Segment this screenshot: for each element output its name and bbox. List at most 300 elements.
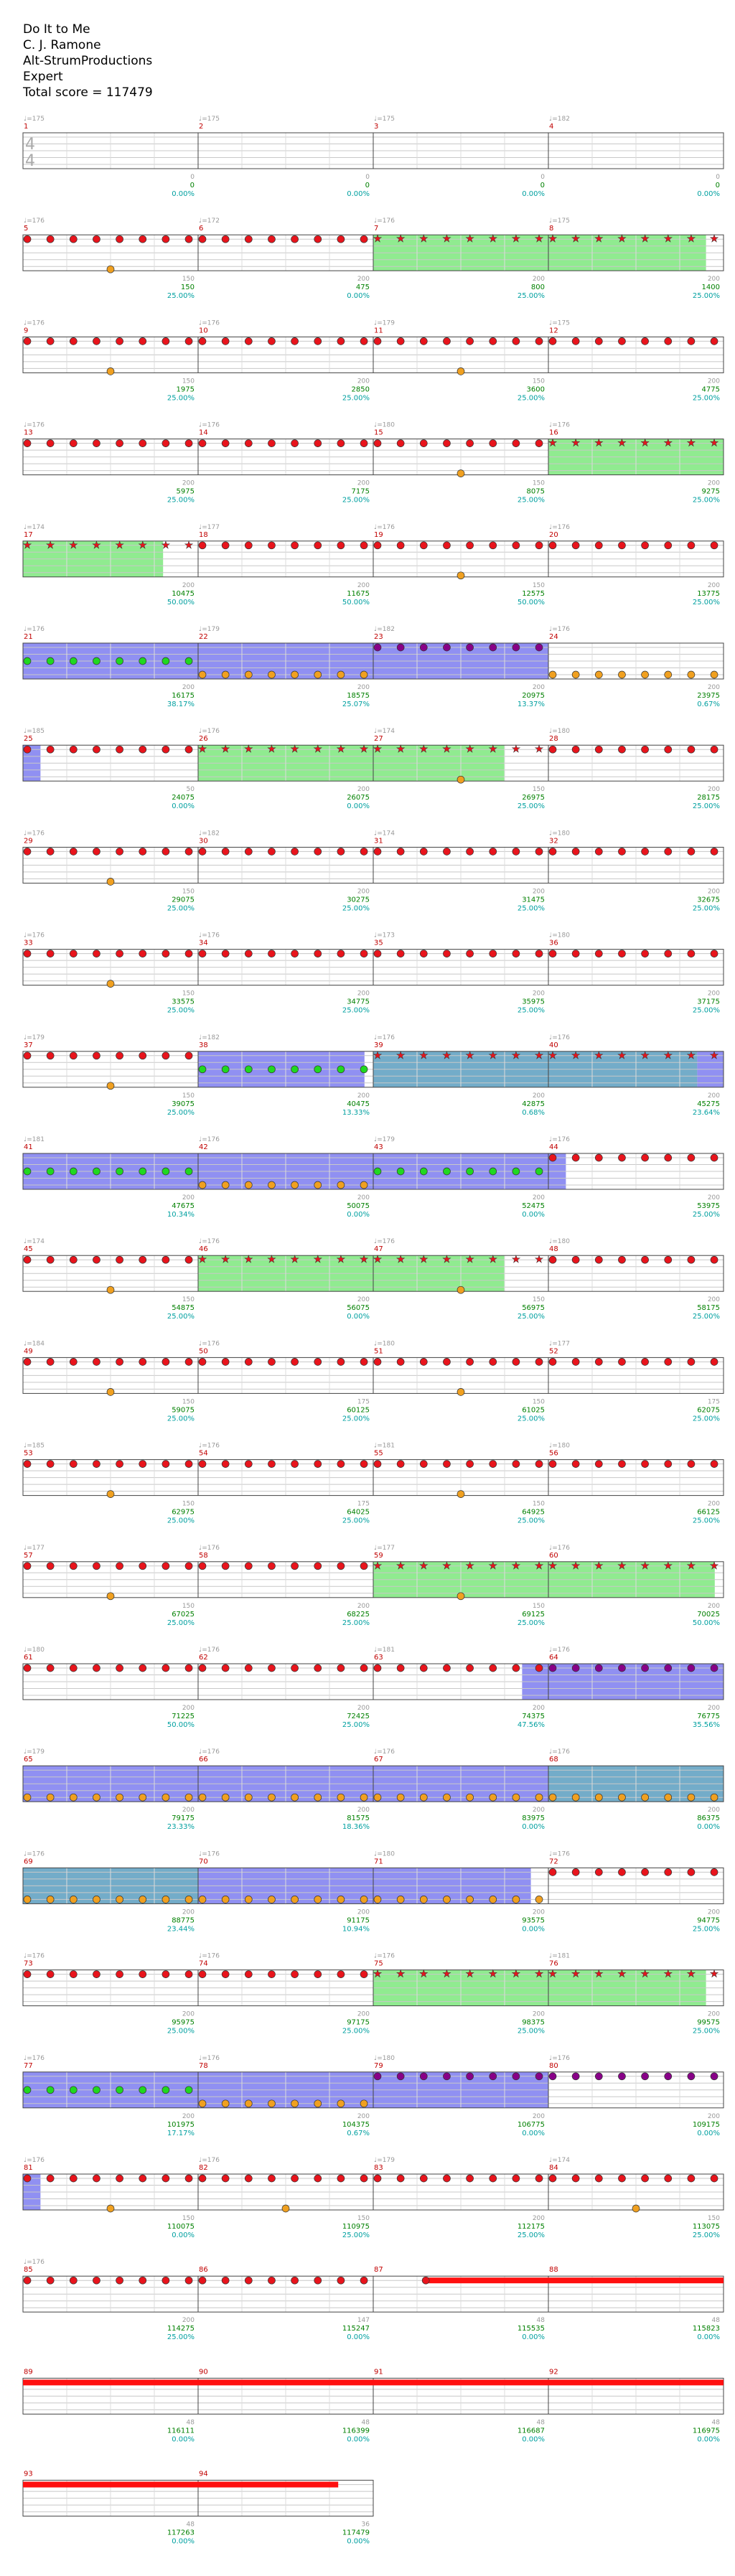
gem-note xyxy=(47,1052,54,1059)
gem-note xyxy=(245,542,252,549)
gem-note xyxy=(185,1052,192,1059)
star-note: ★ xyxy=(511,1968,521,1980)
gem-note xyxy=(24,2277,31,2284)
tempo-marking: ♩=175 xyxy=(374,116,395,123)
star-percent: 25.00% xyxy=(517,1517,545,1525)
orange-note xyxy=(457,367,464,375)
measure-score: 150 xyxy=(532,786,545,794)
gem-note xyxy=(70,337,77,345)
gem-note xyxy=(360,848,368,855)
star-percent: 23.33% xyxy=(167,1823,195,1832)
gem-note xyxy=(665,1154,672,1161)
measure-number: 37 xyxy=(24,1041,33,1049)
tempo-marking: ♩=181 xyxy=(374,1442,395,1450)
star-note: ★ xyxy=(663,1968,673,1980)
measure-number: 38 xyxy=(199,1041,208,1049)
star-note: ★ xyxy=(640,1560,650,1572)
cumulative-score: 23975 xyxy=(697,692,720,700)
measure-number: 19 xyxy=(374,530,383,539)
measure-score: 150 xyxy=(182,1398,195,1406)
measure-score: 200 xyxy=(182,2112,195,2120)
cumulative-score: 5975 xyxy=(176,487,195,496)
gem-note xyxy=(420,950,427,957)
star-percent: 25.00% xyxy=(167,2027,195,2036)
measure-score: 200 xyxy=(182,1807,195,1814)
gem-note xyxy=(397,1794,404,1801)
gem-note xyxy=(93,2086,100,2094)
gem-note xyxy=(245,1664,252,1672)
measure-number: 66 xyxy=(199,1756,208,1764)
gem-note xyxy=(70,1052,77,1059)
measure-number: 86 xyxy=(199,2266,208,2275)
star-note: ★ xyxy=(442,233,451,245)
gem-note xyxy=(47,2277,54,2284)
gem-note xyxy=(595,337,602,345)
gem-note xyxy=(420,848,427,855)
gem-note xyxy=(443,542,450,549)
star-note: ★ xyxy=(663,1049,673,1062)
gem-note xyxy=(222,671,229,678)
measure-score: 200 xyxy=(532,1705,545,1712)
gem-note xyxy=(47,2086,54,2094)
tempo-marking: ♩=179 xyxy=(24,1034,45,1041)
star-percent: 25.00% xyxy=(342,1619,370,1627)
tempo-marking: ♩=176 xyxy=(374,1238,395,1246)
gem-note xyxy=(47,1896,54,1903)
gem-note xyxy=(24,950,31,957)
measure-number: 21 xyxy=(24,633,33,641)
gem-note xyxy=(549,671,556,678)
tempo-marking: ♩=176 xyxy=(24,217,45,225)
measure-score: 200 xyxy=(707,2112,720,2120)
cumulative-score: 109175 xyxy=(692,2120,720,2129)
orange-note xyxy=(457,1388,464,1395)
tempo-marking: ♩=176 xyxy=(374,523,395,531)
star-note: ★ xyxy=(709,233,719,245)
gem-note xyxy=(24,848,31,855)
star-note: ★ xyxy=(594,1049,604,1062)
tempo-marking: ♩=176 xyxy=(24,932,45,940)
gem-note xyxy=(162,848,169,855)
gem-note xyxy=(618,671,625,678)
gem-note xyxy=(116,1168,123,1175)
measure-score: 200 xyxy=(357,581,370,589)
star-percent: 17.17% xyxy=(167,2129,195,2137)
gem-note xyxy=(665,2175,672,2182)
gem-note xyxy=(268,1896,275,1903)
star-note: ★ xyxy=(548,437,558,449)
gem-note xyxy=(420,1461,427,1468)
tempo-marking: ♩=174 xyxy=(24,523,45,531)
measure-number: 1 xyxy=(24,123,29,131)
gem-note xyxy=(162,1168,169,1175)
measure-number: 93 xyxy=(24,2470,33,2478)
tempo-marking: ♩=176 xyxy=(549,1136,570,1143)
gem-note xyxy=(595,746,602,753)
measure-number: 73 xyxy=(24,1959,33,1968)
star-note: ★ xyxy=(571,1968,581,1980)
gem-note xyxy=(374,1168,381,1175)
gem-note xyxy=(268,1181,275,1189)
measure-number: 28 xyxy=(549,735,558,744)
gem-note xyxy=(47,848,54,855)
gem-note xyxy=(47,950,54,957)
measure-number: 52 xyxy=(549,1347,558,1356)
cumulative-score: 112175 xyxy=(517,2223,545,2231)
gem-note xyxy=(490,2073,497,2080)
gem-note xyxy=(443,950,450,957)
star-note: ★ xyxy=(395,744,406,756)
gem-note xyxy=(665,2073,672,2080)
sustain-bar xyxy=(198,2482,338,2488)
cumulative-score: 40475 xyxy=(347,1100,370,1108)
gem-note xyxy=(185,1358,192,1365)
orange-note xyxy=(457,1593,464,1600)
measure-score: 200 xyxy=(182,2317,195,2325)
gem-note xyxy=(688,1664,695,1672)
gem-note xyxy=(314,1664,322,1672)
gem-note xyxy=(549,848,556,855)
gem-note xyxy=(535,950,543,957)
gem-note xyxy=(618,1154,625,1161)
gem-note xyxy=(93,1256,100,1263)
gem-note xyxy=(199,1066,206,1073)
orange-note xyxy=(107,1082,114,1090)
star-note: ★ xyxy=(359,1254,369,1266)
star-percent: 0.68% xyxy=(522,1108,545,1117)
star-percent: 25.00% xyxy=(167,1006,195,1015)
cumulative-score: 50075 xyxy=(347,1202,370,1210)
measure-number: 58 xyxy=(199,1551,208,1560)
gem-note xyxy=(24,1794,31,1801)
gem-note xyxy=(199,2100,206,2107)
gem-note xyxy=(711,2073,718,2080)
star-note: ★ xyxy=(395,1560,406,1572)
gem-note xyxy=(199,542,206,549)
measure-score: 200 xyxy=(182,684,195,691)
gem-note xyxy=(512,1896,520,1903)
cumulative-score: 26975 xyxy=(522,794,545,802)
gem-note xyxy=(245,1181,252,1189)
orange-note xyxy=(457,776,464,783)
gem-note xyxy=(535,2073,543,2080)
star-percent: 25.00% xyxy=(167,1517,195,1525)
cumulative-score: 10475 xyxy=(172,589,195,598)
gem-note xyxy=(185,1971,192,1978)
sustain-bar xyxy=(548,2277,724,2283)
measure-number: 78 xyxy=(199,2061,208,2070)
tempo-marking: ♩=180 xyxy=(549,1442,570,1450)
tempo-marking: ♩=185 xyxy=(24,728,45,736)
star-percent: 0.00% xyxy=(697,1823,720,1832)
orange-note xyxy=(457,572,464,579)
gem-note xyxy=(47,337,54,345)
cumulative-score: 56075 xyxy=(347,1304,370,1313)
gem-note xyxy=(245,1794,252,1801)
gem-note xyxy=(222,1794,229,1801)
star-percent: 25.00% xyxy=(517,292,545,301)
measure-number: 33 xyxy=(24,939,33,947)
gem-note xyxy=(642,1664,649,1672)
star-note: ★ xyxy=(184,539,194,551)
star-note: ★ xyxy=(594,233,604,245)
gem-note xyxy=(93,746,100,753)
gem-note xyxy=(665,950,672,957)
star-percent: 10.34% xyxy=(167,1211,195,1219)
measure-score: 200 xyxy=(357,1602,370,1610)
gem-note xyxy=(337,2175,345,2182)
star-note: ★ xyxy=(534,1968,544,1980)
gem-note xyxy=(420,644,427,651)
gem-note xyxy=(360,1181,368,1189)
gem-note xyxy=(245,2100,252,2107)
tempo-marking: ♩=177 xyxy=(199,523,220,531)
measure-number: 64 xyxy=(549,1654,558,1662)
gem-note xyxy=(291,2277,299,2284)
gem-note xyxy=(162,1794,169,1801)
gem-note xyxy=(572,1256,579,1263)
measure-number: 56 xyxy=(549,1449,558,1458)
gem-note xyxy=(595,1256,602,1263)
gem-note xyxy=(618,337,625,345)
star-note: ★ xyxy=(686,437,696,449)
star-note: ★ xyxy=(244,1254,253,1266)
measure-score: 0 xyxy=(190,174,195,181)
gem-note xyxy=(443,440,450,447)
gem-note xyxy=(222,2277,229,2284)
tempo-marking: ♩=173 xyxy=(374,932,395,940)
gem-note xyxy=(93,1794,100,1801)
star-note: ★ xyxy=(373,233,383,245)
gem-note xyxy=(291,1066,299,1073)
measure-number: 42 xyxy=(199,1143,208,1151)
measure-number: 10 xyxy=(199,327,208,335)
gem-note xyxy=(199,1563,206,1570)
measure-score: 200 xyxy=(532,1807,545,1814)
measure-score: 200 xyxy=(707,1705,720,1712)
cumulative-score: 91175 xyxy=(347,1916,370,1925)
star-note: ★ xyxy=(640,233,650,245)
gem-note xyxy=(291,1896,299,1903)
gem-note xyxy=(245,1066,252,1073)
gem-note xyxy=(162,2175,169,2182)
star-note: ★ xyxy=(395,1049,406,1062)
star-note: ★ xyxy=(220,1254,230,1266)
gem-note xyxy=(397,337,404,345)
gem-note xyxy=(642,2175,649,2182)
gem-note xyxy=(337,2100,345,2107)
measure-number: 53 xyxy=(24,1449,33,1458)
gem-note xyxy=(360,671,368,678)
tempo-marking: ♩=176 xyxy=(199,319,220,327)
gem-note xyxy=(688,1358,695,1365)
sustain-bar xyxy=(426,2277,548,2283)
tempo-marking: ♩=177 xyxy=(24,1544,45,1552)
gem-note xyxy=(443,1664,450,1672)
sustain-bar xyxy=(23,2482,198,2488)
gem-note xyxy=(688,1256,695,1263)
star-percent: 25.00% xyxy=(517,1313,545,1321)
tempo-marking: ♩=182 xyxy=(199,1034,220,1041)
star-percent: 23.64% xyxy=(692,1108,720,1117)
star-percent: 25.00% xyxy=(167,394,195,403)
star-note: ★ xyxy=(488,1254,498,1266)
gem-note xyxy=(374,950,381,957)
star-note: ★ xyxy=(373,1560,383,1572)
gem-note xyxy=(490,440,497,447)
gem-note xyxy=(24,235,31,243)
gem-note xyxy=(47,235,54,243)
gem-note xyxy=(467,848,474,855)
cumulative-score: 64025 xyxy=(347,1508,370,1517)
star-percent: 50.00% xyxy=(517,598,545,606)
star-percent: 25.00% xyxy=(517,802,545,811)
measure-number: 77 xyxy=(24,2061,33,2070)
gem-note xyxy=(642,542,649,549)
star-note: ★ xyxy=(359,744,369,756)
gem-note xyxy=(139,1971,146,1978)
gem-note xyxy=(222,1358,229,1365)
star-percent: 0.00% xyxy=(522,1925,545,1934)
gem-note xyxy=(642,848,649,855)
gem-note xyxy=(549,1664,556,1672)
gem-note xyxy=(535,2175,543,2182)
gem-note xyxy=(199,1971,206,1978)
gem-note xyxy=(222,1066,229,1073)
gem-note xyxy=(314,1971,322,1978)
gem-note xyxy=(642,1358,649,1365)
measure-number: 62 xyxy=(199,1654,208,1662)
measure-number: 67 xyxy=(374,1756,383,1764)
gem-note xyxy=(162,440,169,447)
gem-note xyxy=(162,1896,169,1903)
cumulative-score: 0 xyxy=(715,182,720,189)
gem-note xyxy=(162,2086,169,2094)
star-percent: 25.00% xyxy=(342,1415,370,1423)
cumulative-score: 150 xyxy=(180,284,195,292)
gem-note xyxy=(467,1794,474,1801)
gem-note xyxy=(185,657,192,665)
gem-note xyxy=(139,337,146,345)
gem-note xyxy=(490,1664,497,1672)
measure-number: 83 xyxy=(374,2164,383,2172)
star-note: ★ xyxy=(244,744,253,756)
gem-note xyxy=(665,746,672,753)
gem-note xyxy=(618,848,625,855)
cumulative-score: 39075 xyxy=(172,1100,195,1108)
gem-note xyxy=(360,1664,368,1672)
cumulative-score: 98375 xyxy=(522,2018,545,2027)
gem-note xyxy=(245,671,252,678)
gem-note xyxy=(70,2175,77,2182)
gem-note xyxy=(268,1461,275,1468)
measure-number: 14 xyxy=(199,428,208,437)
gem-note xyxy=(443,1168,450,1175)
measure-score: 150 xyxy=(182,1602,195,1610)
gem-note xyxy=(642,1461,649,1468)
measure-number: 71 xyxy=(374,1858,383,1866)
gem-note xyxy=(360,1563,368,1570)
gem-note xyxy=(93,1971,100,1978)
gem-note xyxy=(162,1052,169,1059)
gem-note xyxy=(337,440,345,447)
gem-note xyxy=(618,1358,625,1365)
cumulative-score: 116975 xyxy=(692,2427,720,2435)
gem-note xyxy=(374,848,381,855)
gem-note xyxy=(199,1181,206,1189)
star-note: ★ xyxy=(336,1254,346,1266)
star-percent: 0.00% xyxy=(522,1823,545,1832)
cumulative-score: 76775 xyxy=(697,1713,720,1720)
cumulative-score: 115247 xyxy=(342,2325,370,2333)
star-percent: 35.56% xyxy=(692,1721,720,1729)
gem-note xyxy=(549,1461,556,1468)
tempo-marking: ♩=176 xyxy=(199,1952,220,1960)
gem-note xyxy=(688,542,695,549)
gem-note xyxy=(314,1066,322,1073)
tempo-marking: ♩=180 xyxy=(374,1340,395,1348)
tempo-marking: ♩=176 xyxy=(549,1034,570,1041)
star-note: ★ xyxy=(511,744,521,756)
star-note: ★ xyxy=(419,233,429,245)
star-percent: 25.00% xyxy=(692,1006,720,1015)
gem-note xyxy=(512,2073,520,2080)
gem-note xyxy=(443,1794,450,1801)
measure-number: 18 xyxy=(199,530,208,539)
cumulative-score: 28175 xyxy=(697,794,720,802)
gem-note xyxy=(360,2175,368,2182)
star-percent: 25.00% xyxy=(167,1108,195,1117)
gem-note xyxy=(549,2175,556,2182)
orange-note xyxy=(107,367,114,375)
measure-number: 68 xyxy=(549,1756,558,1764)
measure-score: 200 xyxy=(707,378,720,385)
star-percent: 10.94% xyxy=(342,1925,370,1934)
measure-score: 200 xyxy=(532,990,545,998)
gem-note xyxy=(70,1563,77,1570)
gem-note xyxy=(467,542,474,549)
gem-note xyxy=(512,644,520,651)
gem-note xyxy=(467,644,474,651)
measure-score: 175 xyxy=(357,1500,370,1508)
cumulative-score: 29075 xyxy=(172,896,195,904)
gem-note xyxy=(688,671,695,678)
cumulative-score: 117479 xyxy=(342,2529,370,2537)
measure-score: 200 xyxy=(532,276,545,284)
gem-note xyxy=(688,1461,695,1468)
star-percent: 0.00% xyxy=(172,2537,195,2546)
gem-note xyxy=(268,1971,275,1978)
gem-note xyxy=(47,746,54,753)
star-percent: 25.00% xyxy=(692,496,720,505)
measure-number: 7 xyxy=(374,225,379,233)
cumulative-score: 3600 xyxy=(526,385,545,394)
gem-note xyxy=(374,337,381,345)
gem-note xyxy=(116,1358,123,1365)
cumulative-score: 69125 xyxy=(522,1610,545,1619)
gem-note xyxy=(139,1664,146,1672)
measure-number: 79 xyxy=(374,2061,383,2070)
tempo-marking: ♩=176 xyxy=(199,1647,220,1654)
star-percent: 25.00% xyxy=(692,1925,720,1934)
cumulative-score: 45275 xyxy=(697,1100,720,1108)
measure-score: 150 xyxy=(532,1500,545,1508)
gem-note xyxy=(535,542,543,549)
gem-note xyxy=(512,1168,520,1175)
measure-score: 200 xyxy=(532,1194,545,1202)
cumulative-score: 72425 xyxy=(347,1713,370,1720)
gem-note xyxy=(618,1664,625,1672)
